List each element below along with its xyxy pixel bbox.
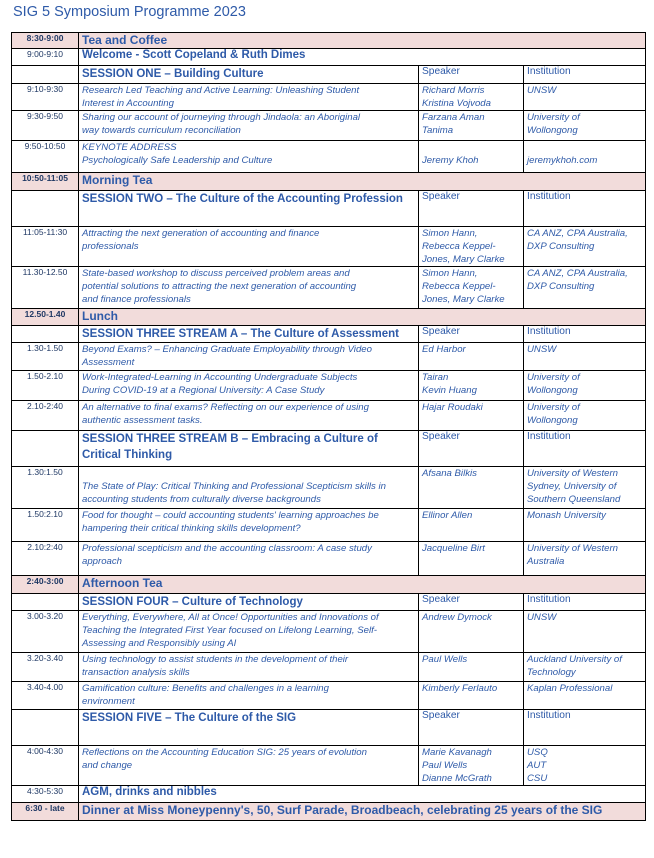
talk-title	[79, 141, 419, 173]
speaker-line: Jacqueline Birt	[422, 543, 485, 554]
row-break	[12, 173, 646, 191]
row-talk	[12, 611, 646, 653]
speaker-line: Paul Wells	[422, 654, 468, 665]
item-title: Welcome - Scott Copeland & Ruth Dimes	[79, 49, 646, 66]
row-session	[12, 710, 646, 746]
talk-title	[79, 509, 419, 542]
institution-cell	[524, 111, 646, 141]
talk-title	[79, 611, 419, 653]
talk-title	[79, 653, 419, 682]
speaker-header: Speaker	[419, 326, 524, 343]
institution-line: University of	[527, 112, 580, 123]
talk-line: Interest in Accounting	[82, 98, 174, 109]
time-cell: 2.10-2:40	[12, 401, 79, 431]
speaker-cell	[419, 653, 524, 682]
time-cell: 4:30-5:30	[12, 786, 79, 803]
row-talk	[12, 542, 646, 576]
talk-line: transaction analysis skills	[82, 667, 190, 678]
time-cell: 1.50:2.10	[12, 509, 79, 542]
institution-header: Institution	[524, 710, 646, 746]
row-session	[12, 66, 646, 84]
talk-line: Reflections on the Accounting Education SIG: 25 years of evolution	[82, 747, 367, 758]
time-cell: 2:40-3:00	[12, 576, 79, 594]
institution-line: University of	[527, 402, 580, 413]
speaker-line: Richard Morris	[422, 85, 485, 96]
speaker-cell	[419, 542, 524, 576]
row-talk	[12, 84, 646, 111]
speaker-header: Speaker	[419, 710, 524, 746]
institution-line: Sydney, University of	[527, 481, 617, 492]
speaker-cell	[419, 111, 524, 141]
institution-cell	[524, 682, 646, 710]
break-title: Morning Tea	[79, 173, 646, 191]
talk-line: approach	[82, 556, 123, 567]
speaker-line: Simon Hann,	[422, 268, 478, 279]
institution-line: Southern Queensland	[527, 494, 621, 505]
institution-line: jeremykhoh.com	[527, 155, 598, 166]
session-title: SESSION FOUR – Culture of Technology	[79, 594, 419, 611]
talk-line: The State of Play: Critical Thinking and Professional Scepticism skills in	[82, 481, 386, 492]
talk-line: Attracting the next generation of accounting and finance	[82, 228, 320, 239]
speaker-line: Andrew Dymock	[422, 612, 492, 623]
speaker-header: Speaker	[419, 431, 524, 467]
time-cell: 8:30-9:00	[12, 33, 79, 49]
row-break	[12, 33, 646, 49]
talk-line: Using technology to assist students in the development of their	[82, 654, 349, 665]
speaker-line: Kristina Vojvoda	[422, 98, 491, 109]
row-plain	[12, 49, 646, 66]
talk-line: Assessment	[82, 357, 135, 368]
row-break	[12, 576, 646, 594]
talk-line: and change	[82, 760, 133, 771]
time-cell: 3.40-4.00	[12, 682, 79, 710]
institution-cell	[524, 227, 646, 267]
speaker-line: Farzana Aman	[422, 112, 485, 123]
institution-header: Institution	[524, 326, 646, 343]
institution-line: USQ	[527, 747, 548, 758]
speaker-header: Speaker	[419, 191, 524, 227]
institution-line: DXP Consulting	[527, 241, 595, 252]
institution-cell	[524, 267, 646, 309]
institution-line: Wollongong	[527, 125, 578, 136]
time-cell: 11.30-12.50	[12, 267, 79, 309]
break-title: Tea and Coffee	[79, 33, 646, 49]
talk-line: State-based workshop to discuss perceived problem areas and	[82, 268, 350, 279]
institution-line: Monash University	[527, 510, 606, 521]
speaker-cell	[419, 509, 524, 542]
institution-line: Wollongong	[527, 385, 578, 396]
talk-title	[79, 111, 419, 141]
institution-cell	[524, 343, 646, 371]
row-talk	[12, 401, 646, 431]
talk-line: Research Led Teaching and Active Learning: Unleashing Student	[82, 85, 360, 96]
institution-cell	[524, 401, 646, 431]
talk-title	[79, 682, 419, 710]
institution-cell	[524, 141, 646, 173]
talk-title	[79, 746, 419, 786]
institution-line: Kaplan Professional	[527, 683, 613, 694]
time-cell: 9:30-9:50	[12, 111, 79, 141]
time-cell	[12, 594, 79, 611]
talk-title	[79, 84, 419, 111]
time-cell	[12, 326, 79, 343]
row-talk	[12, 653, 646, 682]
talk-title	[79, 542, 419, 576]
page-title: SIG 5 Symposium Programme 2023	[13, 4, 246, 20]
speaker-cell	[419, 682, 524, 710]
time-cell: 12.50-1.40	[12, 309, 79, 326]
talk-line: authentic assessment tasks.	[82, 415, 203, 426]
talk-line: and finance professionals	[82, 294, 191, 305]
speaker-line: Tairan	[422, 372, 449, 383]
speaker-line: Dianne McGrath	[422, 773, 492, 784]
time-cell	[12, 710, 79, 746]
speaker-cell	[419, 401, 524, 431]
talk-title	[79, 467, 419, 509]
speaker-cell	[419, 343, 524, 371]
row-break	[12, 803, 646, 821]
row-talk	[12, 227, 646, 267]
session-title: SESSION ONE – Building Culture	[79, 66, 419, 84]
speaker-cell	[419, 746, 524, 786]
institution-cell	[524, 611, 646, 653]
item-title: AGM, drinks and nibbles	[79, 786, 646, 803]
session-title: SESSION THREE STREAM B – Embracing a Culture of Critical Thinking	[79, 431, 419, 467]
row-talk	[12, 682, 646, 710]
talk-title	[79, 227, 419, 267]
time-cell: 9:00-9:10	[12, 49, 79, 66]
time-cell: 11:05-11:30	[12, 227, 79, 267]
institution-line: Auckland University of	[527, 654, 622, 665]
talk-title	[79, 371, 419, 401]
speaker-line: Rebecca Keppel-	[422, 281, 496, 292]
institution-header: Institution	[524, 66, 646, 84]
institution-header: Institution	[524, 431, 646, 467]
row-session	[12, 431, 646, 467]
speaker-cell	[419, 611, 524, 653]
time-cell: 2.10:2:40	[12, 542, 79, 576]
talk-line: hampering their critical thinking skills development?	[82, 523, 301, 534]
row-session	[12, 326, 646, 343]
talk-line	[82, 467, 415, 480]
talk-line: Gamification culture: Benefits and challenges in a learning	[82, 683, 329, 694]
row-talk	[12, 746, 646, 786]
talk-title	[79, 401, 419, 431]
institution-line: Technology	[527, 667, 576, 678]
row-plain	[12, 786, 646, 803]
institution-cell	[524, 509, 646, 542]
institution-cell	[524, 84, 646, 111]
talk-line: Food for thought – could accounting students' learning approaches be	[82, 510, 379, 521]
speaker-line: Tanima	[422, 125, 454, 136]
speaker-cell	[419, 371, 524, 401]
institution-line: AUT	[527, 760, 547, 771]
row-talk	[12, 371, 646, 401]
time-cell: 10:50-11:05	[12, 173, 79, 191]
session-title: SESSION FIVE – The Culture of the SIG	[79, 710, 419, 746]
institution-line: UNSW	[527, 612, 557, 623]
institution-cell	[524, 371, 646, 401]
speaker-line: Ellinor Allen	[422, 510, 473, 521]
row-talk	[12, 509, 646, 542]
institution-line: CSU	[527, 773, 548, 784]
speaker-line: Jones, Mary Clarke	[422, 254, 505, 265]
talk-line: professionals	[82, 241, 139, 252]
speaker-line: Jones, Mary Clarke	[422, 294, 505, 305]
speaker-cell	[419, 227, 524, 267]
institution-cell	[524, 653, 646, 682]
speaker-line	[422, 141, 520, 154]
speaker-cell	[419, 84, 524, 111]
speaker-cell	[419, 467, 524, 509]
time-cell: 4:00-4:30	[12, 746, 79, 786]
talk-line: way towards curriculum reconciliation	[82, 125, 241, 136]
institution-line: University of	[527, 372, 580, 383]
talk-line: accounting students from culturally diverse backgrounds	[82, 494, 321, 505]
time-cell: 1.30:1.50	[12, 467, 79, 509]
speaker-header: Speaker	[419, 66, 524, 84]
institution-line: UNSW	[527, 344, 557, 355]
institution-line: CA ANZ, CPA Australia,	[527, 268, 628, 279]
row-session	[12, 191, 646, 227]
speaker-cell	[419, 141, 524, 173]
time-cell: 9:10-9:30	[12, 84, 79, 111]
session-title: SESSION TWO – The Culture of the Accounting Profession	[79, 191, 419, 227]
speaker-line: Paul Wells	[422, 760, 468, 771]
break-title: Afternoon Tea	[79, 576, 646, 594]
time-cell	[12, 66, 79, 84]
speaker-line: Kimberly Ferlauto	[422, 683, 498, 694]
institution-line: Australia	[527, 556, 565, 567]
institution-line: University of Western	[527, 543, 618, 554]
time-cell: 3.20-3.40	[12, 653, 79, 682]
break-title: Dinner at Miss Moneypenny's, 50, Surf Parade, Broadbeach, celebrating 25 years of the SIG	[79, 803, 646, 821]
talk-line: Assessing and Responsibly using AI	[82, 638, 237, 649]
row-break	[12, 309, 646, 326]
row-talk	[12, 111, 646, 141]
row-talk	[12, 141, 646, 173]
talk-line: environment	[82, 696, 135, 707]
row-session	[12, 594, 646, 611]
row-talk	[12, 343, 646, 371]
speaker-line: Simon Hann,	[422, 228, 478, 239]
institution-line	[527, 141, 642, 154]
session-title: SESSION THREE STREAM A – The Culture of Assessment	[79, 326, 419, 343]
time-cell: 3.00-3.20	[12, 611, 79, 653]
institution-header: Institution	[524, 191, 646, 227]
talk-line: Work-Integrated-Learning in Accounting Undergraduate Subjects	[82, 372, 358, 383]
talk-line: Psychologically Safe Leadership and Culture	[82, 155, 273, 166]
speaker-line: Rebecca Keppel-	[422, 241, 496, 252]
row-talk	[12, 267, 646, 309]
time-cell: 9:50-10:50	[12, 141, 79, 173]
talk-line: During COVID-19 at a Regional University: A Case Study	[82, 385, 325, 396]
time-cell: 1.50-2.10	[12, 371, 79, 401]
time-cell	[12, 431, 79, 467]
time-cell: 6:30 - late	[12, 803, 79, 821]
programme-table	[11, 32, 646, 821]
break-title: Lunch	[79, 309, 646, 326]
speaker-line: Marie Kavanagh	[422, 747, 492, 758]
institution-line: CA ANZ, CPA Australia,	[527, 228, 628, 239]
institution-line: DXP Consulting	[527, 281, 595, 292]
row-talk	[12, 467, 646, 509]
talk-line: Sharing our account of journeying through Jindaola: an Aboriginal	[82, 112, 361, 123]
institution-line: University of Western	[527, 468, 618, 479]
talk-title	[79, 343, 419, 371]
talk-line: Beyond Exams? – Enhancing Graduate Employability through Video	[82, 344, 372, 355]
institution-cell	[524, 467, 646, 509]
speaker-line: Hajar Roudaki	[422, 402, 483, 413]
speaker-line: Jeremy Khoh	[422, 155, 479, 166]
time-cell: 1.30-1.50	[12, 343, 79, 371]
institution-cell	[524, 542, 646, 576]
institution-cell	[524, 746, 646, 786]
talk-line: Professional scepticism and the accounting classroom: A case study	[82, 543, 372, 554]
talk-line: potential solutions to attracting the next generation of accounting	[82, 281, 357, 292]
speaker-line: Afsana Bilkis	[422, 468, 477, 479]
talk-title	[79, 267, 419, 309]
speaker-line: Kevin Huang	[422, 385, 477, 396]
institution-line: UNSW	[527, 85, 557, 96]
talk-line: An alternative to final exams? Reflecting on our experience of using	[82, 402, 369, 413]
speaker-cell	[419, 267, 524, 309]
institution-header: Institution	[524, 594, 646, 611]
speaker-header: Speaker	[419, 594, 524, 611]
talk-line: Everything, Everywhere, All at Once! Opportunities and Innovations of	[82, 612, 379, 623]
speaker-line: Ed Harbor	[422, 344, 466, 355]
institution-line: Wollongong	[527, 415, 578, 426]
time-cell	[12, 191, 79, 227]
talk-line: Teaching the Integrated First Year focused on Lifelong Learning, Self-	[82, 625, 377, 636]
talk-line: KEYNOTE ADDRESS	[82, 142, 177, 153]
